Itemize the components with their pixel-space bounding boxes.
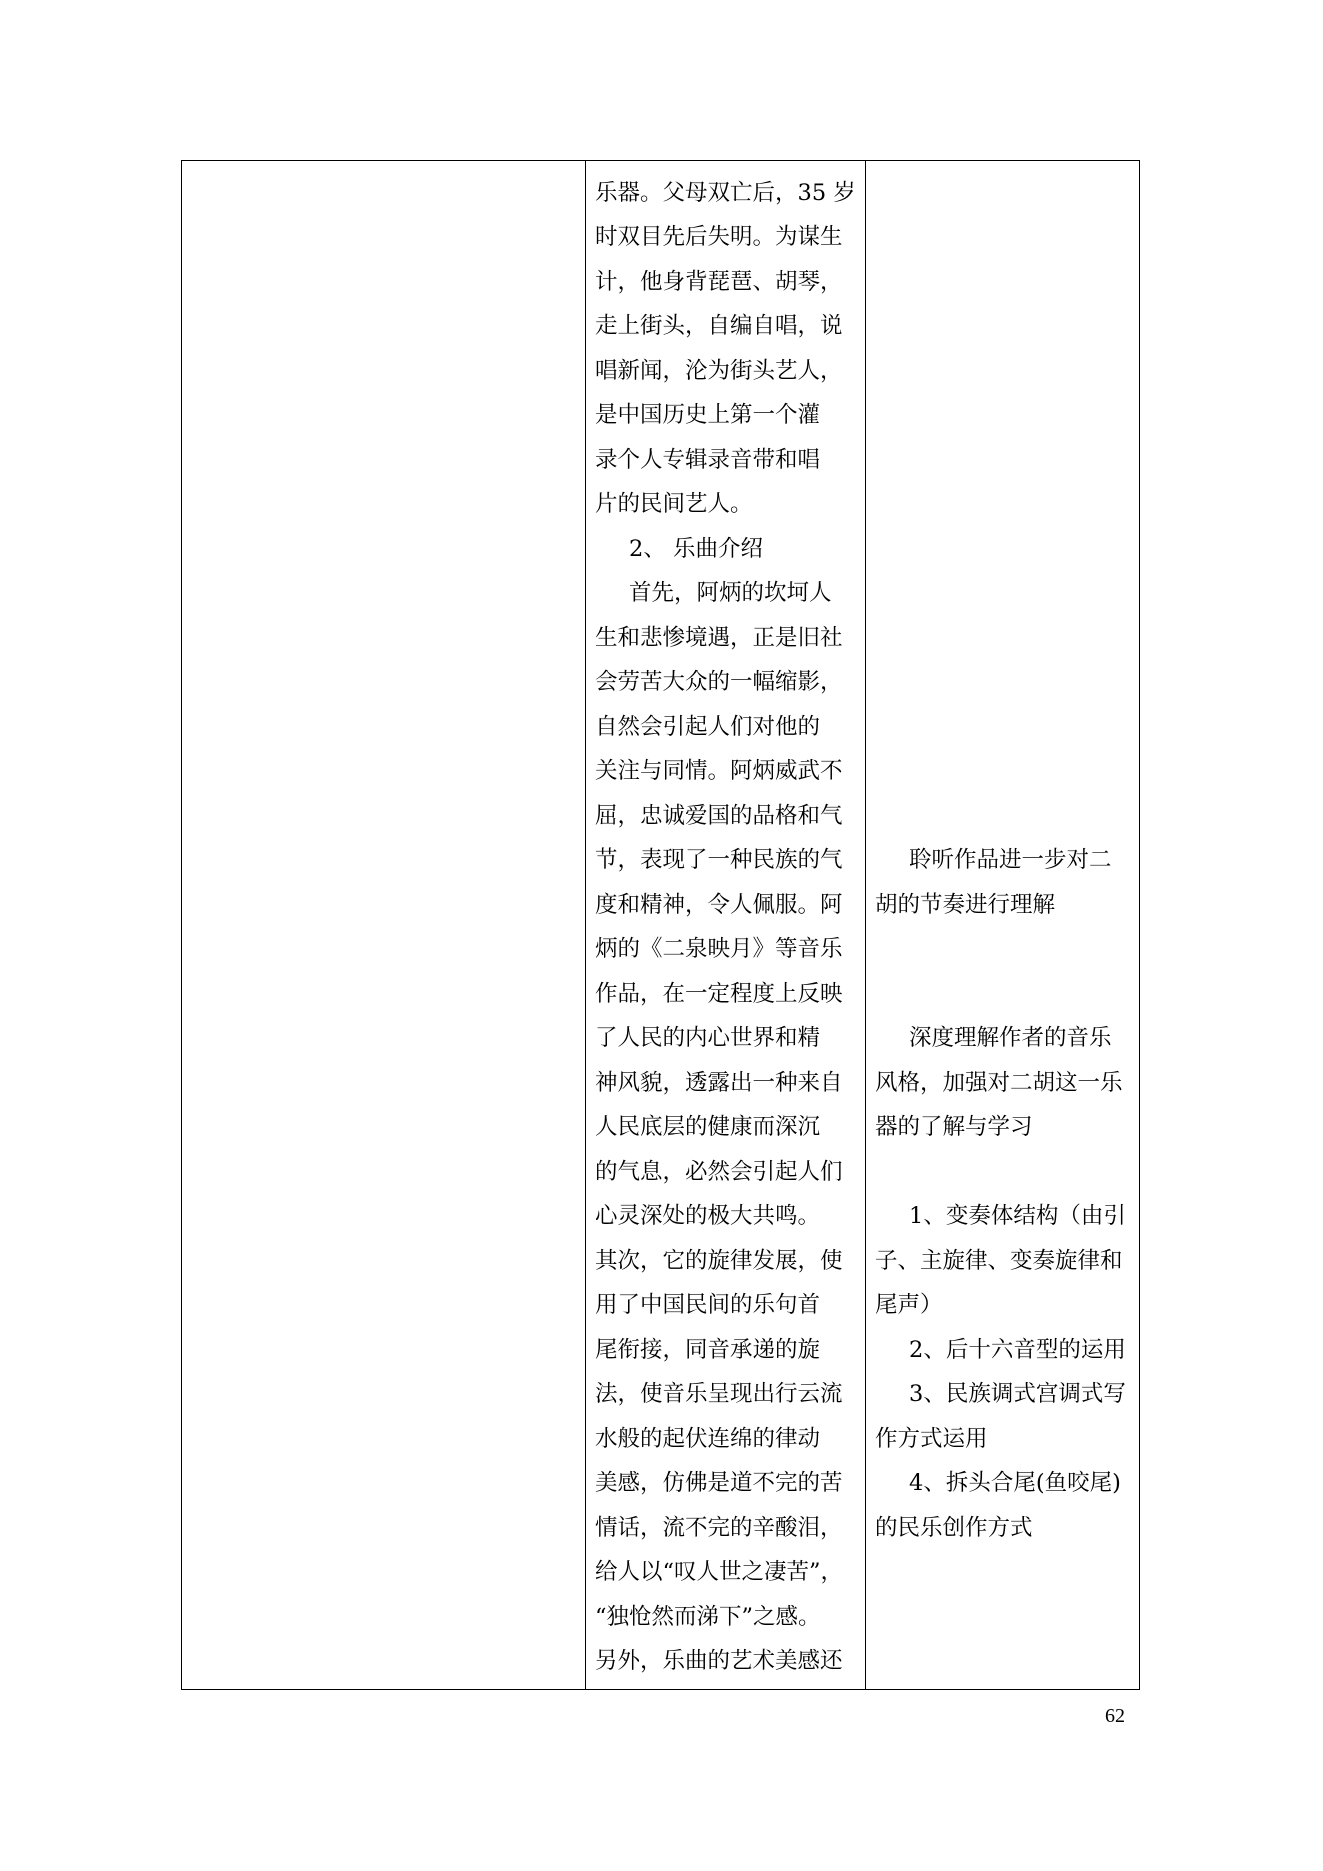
column-divider-2	[865, 161, 866, 1689]
content-line: 的气息，必然会引起人们	[595, 1159, 843, 1185]
note-line: 风格，加强对二胡这一乐	[875, 1070, 1123, 1096]
content-line: 关注与同情。阿炳威武不	[595, 758, 843, 784]
note-line: 聆听作品进一步对二	[909, 847, 1112, 873]
content-line: “独怆然而涕下”之感。	[595, 1604, 821, 1630]
note-line: 3、民族调式宫调式写	[909, 1381, 1126, 1407]
content-line: 录个人专辑录音带和唱	[595, 447, 821, 473]
content-line: 时双目先后失明。为谋生	[595, 224, 843, 250]
content-line: 唱新闻，沦为街头艺人，	[595, 358, 843, 384]
content-line: 自然会引起人们对他的	[595, 714, 821, 740]
content-line: 情话，流不完的辛酸泪，	[595, 1515, 843, 1541]
content-line: 美感，仿佛是道不完的苦	[595, 1470, 843, 1496]
note-line: 器的了解与学习	[875, 1114, 1033, 1140]
column-divider-1	[585, 161, 586, 1689]
content-line: 炳的《二泉映月》等音乐	[595, 936, 843, 962]
section-heading: 2、 乐曲介绍	[629, 536, 763, 562]
note-line: 1、变奏体结构（由引	[909, 1203, 1126, 1229]
content-line: 生和悲惨境遇，正是旧社	[595, 625, 843, 651]
content-line: 屈，忠诚爱国的品格和气	[595, 803, 843, 829]
content-line: 计，他身背琵琶、胡琴，	[595, 269, 843, 295]
lesson-table	[181, 160, 1140, 1690]
content-line: 了人民的内心世界和精	[595, 1025, 821, 1051]
content-line: 片的民间艺人。	[595, 491, 753, 517]
content-line: 法，使音乐呈现出行云流	[595, 1381, 843, 1407]
note-line: 的民乐创作方式	[875, 1515, 1033, 1541]
content-line: 尾衔接，同音承递的旋	[595, 1337, 821, 1363]
note-line: 4、拆头合尾(鱼咬尾)	[909, 1470, 1121, 1496]
content-line: 水般的起伏连绵的律动	[595, 1426, 821, 1452]
content-line: 作品，在一定程度上反映	[595, 981, 843, 1007]
content-line: 是中国历史上第一个灌	[595, 402, 821, 428]
note-line: 尾声）	[875, 1292, 943, 1318]
content-line: 另外，乐曲的艺术美感还	[595, 1648, 843, 1674]
note-line: 深度理解作者的音乐	[909, 1025, 1112, 1051]
note-line: 子、主旋律、变奏旋律和	[875, 1248, 1123, 1274]
note-line: 胡的节奏进行理解	[875, 892, 1056, 918]
content-line: 心灵深处的极大共鸣。	[595, 1203, 821, 1229]
content-line: 会劳苦大众的一幅缩影，	[595, 669, 843, 695]
content-line: 给人以“叹人世之凄苦”，	[595, 1559, 844, 1585]
content-line: 走上街头，自编自唱，说	[595, 313, 843, 339]
note-line: 作方式运用	[875, 1426, 988, 1452]
content-line: 人民底层的健康而深沉	[595, 1114, 821, 1140]
note-line: 2、后十六音型的运用	[909, 1337, 1126, 1363]
page-number: 62	[1105, 1705, 1125, 1727]
content-line: 首先，阿炳的坎坷人	[629, 580, 832, 606]
content-line: 用了中国民间的乐句首	[595, 1292, 821, 1318]
content-line: 度和精神，令人佩服。阿	[595, 892, 843, 918]
content-line: 乐器。父母双亡后，35 岁	[595, 180, 856, 206]
content-line: 其次，它的旋律发展，使	[595, 1248, 843, 1274]
content-line: 神风貌，透露出一种来自	[595, 1070, 843, 1096]
content-line: 节，表现了一种民族的气	[595, 847, 843, 873]
